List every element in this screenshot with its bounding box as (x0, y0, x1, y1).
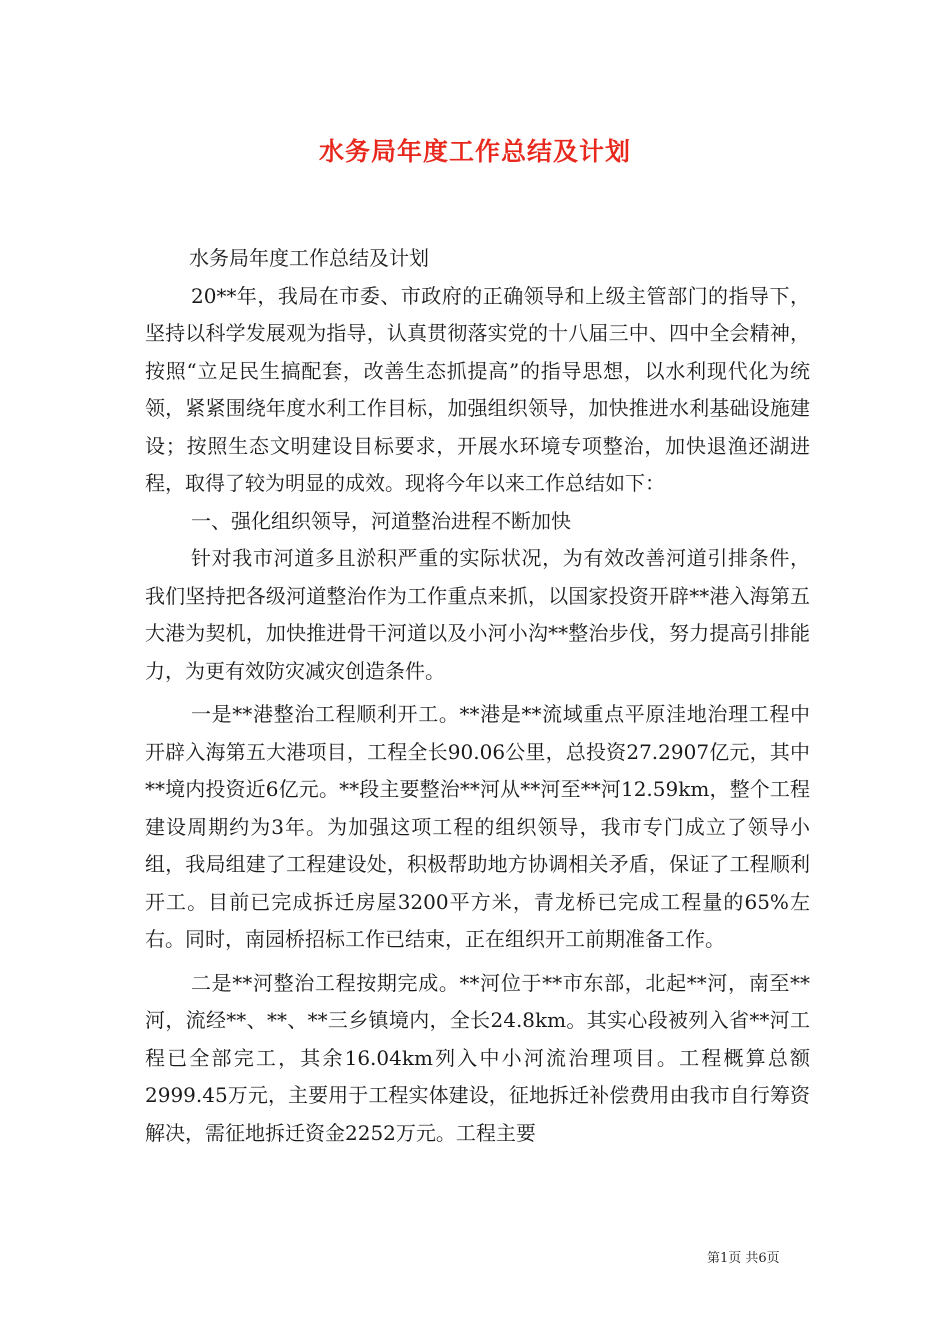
paragraph-item-1: 一是**港整治工程顺利开工。**港是**流域重点平原洼地治理工程中开辟入海第五大港项目，工程全长90.06公里，总投资27.2907亿元，其中**境内投资近6亿元。**段主要整治**河从**河至**河12.59km，整个工程建设周期约为3年。为加强这项工程的组织领导，我市专门成立了领导小组，我局组建了工程建设处，积极帮助地方协调相关矛盾，保证了工程顺利开工。目前已完成拆迁房屋3200平方米，青龙桥已完成工程量的65%左右。同时，南园桥招标工作已结束，正在组织开工前期准备工作。 (145, 702, 810, 951)
section-heading-1: 一、强化组织领导，河道整治进程不断加快 (191, 508, 571, 533)
paragraph-item-2: 二是**河整治工程按期完成。**河位于**市东部，北起**河，南至**河，流经**、**、**三乡镇境内，全长24.8km。其实心段被列入省**河工程已全部完工，其余16.04km列入中小河流治理项目。工程概算总额2999.45万元，主要用于工程实体建设，征地拆迁补偿费用由我市自行筹资解决，需征地拆迁资金2252万元。工程主要 (145, 970, 810, 1145)
page-number: 第1页 共6页 (707, 1251, 780, 1266)
paragraph-intro: 20**年，我局在市委、市政府的正确领导和上级主管部门的指导下，坚持以科学发展观为指导，认真贯彻落实党的十八届三中、四中全会精神，按照“立足民生搞配套，改善生态抓提高”的指导思想，以水利现代化为统领，紧紧围绕年度水利工作目标，加强组织领导，加快推进水利基础设施建设；按照生态文明建设目标要求，开展水环境专项整治，加快退渔还湖进程，取得了较为明显的成效。现将今年以来工作总结如下： (145, 283, 810, 495)
paragraph-section-1: 针对我市河道多且淤积严重的实际状况，为有效改善河道引排条件，我们坚持把各级河道整治作为工作重点来抓，以国家投资开辟**港入海第五大港为契机，加快推进骨干河道以及小河小沟**整治步伐，努力提高引排能力，为更有效防灾减灾创造条件。 (145, 546, 810, 683)
document-title: 水务局年度工作总结及计划 (318, 137, 631, 166)
document-body (145, 240, 810, 1152)
paragraph-subtitle: 水务局年度工作总结及计划 (189, 246, 429, 270)
